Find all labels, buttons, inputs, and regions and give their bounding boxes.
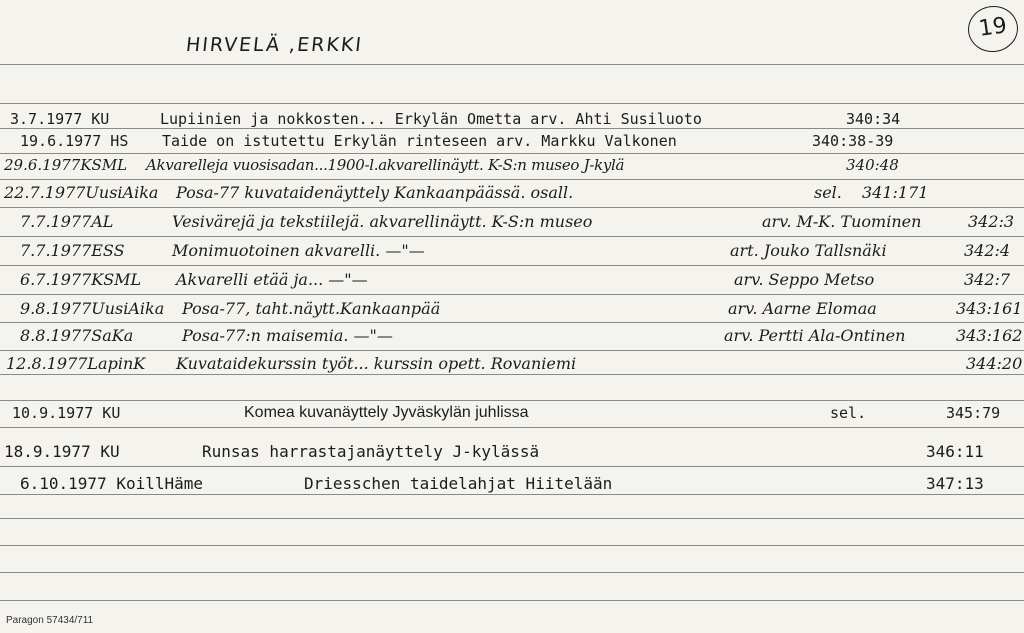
entry-extra: sel. bbox=[830, 404, 867, 422]
entry-ref: 342:4 bbox=[964, 241, 1011, 260]
entry-text: Akvarelli etää ja... —"— bbox=[176, 270, 368, 289]
entry-row bbox=[0, 183, 1024, 205]
card-print-mark: Paragon 57434/711 bbox=[6, 615, 94, 626]
card-number: 19 bbox=[965, 3, 1021, 56]
entry-row bbox=[0, 354, 1024, 376]
entry-row bbox=[0, 442, 1024, 464]
entry-date: 18.9.1977 KU bbox=[4, 442, 120, 461]
entry-text: Taide on istutettu Erkylän rinteseen arv. Markku Valkonen bbox=[162, 132, 677, 150]
ruled-line bbox=[0, 572, 1024, 573]
entry-extra: arv. Aarne Elomaa bbox=[728, 299, 877, 318]
entry-date: 12.8.1977LapinK bbox=[6, 354, 146, 373]
entry-ref: 340:38-39 bbox=[812, 132, 894, 150]
ruled-line bbox=[0, 427, 1024, 428]
entry-row bbox=[0, 132, 1024, 154]
entry-text: Komea kuvanäyttely Jyväskylän juhlissa bbox=[244, 404, 529, 421]
entry-row bbox=[0, 326, 1024, 348]
entry-ref: 344:20 bbox=[966, 354, 1023, 373]
entry-row bbox=[0, 299, 1024, 321]
ruled-line bbox=[0, 103, 1024, 104]
ruled-line bbox=[0, 207, 1024, 208]
entry-extra: arv. Seppo Metso bbox=[734, 270, 875, 289]
entry-text: Runsas harrastajanäyttely J-kylässä bbox=[202, 442, 540, 461]
entry-ref: 340:48 bbox=[846, 156, 899, 174]
entry-date: 7.7.1977ESS bbox=[20, 241, 125, 260]
entry-row bbox=[0, 110, 1024, 132]
entry-row bbox=[0, 212, 1024, 234]
entry-date: 7.7.1977AL bbox=[20, 212, 114, 231]
entry-text: Posa-77 kuvataidenäyttely Kankaanpäässä. osall. bbox=[176, 183, 574, 202]
entry-ref: 343:162 bbox=[956, 326, 1023, 345]
entry-date: 22.7.1977UusiAika bbox=[4, 183, 159, 202]
entry-row bbox=[0, 156, 1024, 178]
ruled-line bbox=[0, 600, 1024, 601]
entry-extra: arv. M-K. Tuominen bbox=[762, 212, 922, 231]
entry-ref: 341:171 bbox=[862, 183, 929, 202]
entry-date: 29.6.1977KSML bbox=[4, 156, 128, 174]
entry-text: Posa-77, taht.näytt.Kankaanpää bbox=[182, 299, 441, 318]
entry-date: 3.7.1977 KU bbox=[10, 110, 110, 128]
ruled-line bbox=[0, 518, 1024, 519]
entry-row bbox=[0, 241, 1024, 263]
entry-extra: art. Jouko Tallsnäki bbox=[730, 241, 887, 260]
entry-text: Vesivärejä ja tekstiilejä. akvarellinäytt. K-S:n museo bbox=[172, 212, 593, 231]
entry-text: Driesschen taidelahjat Hiitelään bbox=[304, 474, 613, 493]
entry-text: Akvarelleja vuosisadan...1900-l.akvarellinäytt. K-S:n museo J-kylä bbox=[146, 156, 625, 174]
entry-ref: 347:13 bbox=[926, 474, 984, 493]
entry-extra: sel. bbox=[814, 183, 842, 202]
ruled-line bbox=[0, 466, 1024, 467]
header-rule bbox=[0, 64, 1024, 65]
ruled-line bbox=[0, 236, 1024, 237]
entry-extra: arv. Pertti Ala-Ontinen bbox=[724, 326, 906, 345]
ruled-line bbox=[0, 294, 1024, 295]
entry-date: 8.8.1977SaKa bbox=[20, 326, 134, 345]
entry-text: Monimuotoinen akvarelli. —"— bbox=[172, 241, 425, 260]
ruled-line bbox=[0, 545, 1024, 546]
entry-text: Kuvataidekurssin työt... kurssin opett. Rovaniemi bbox=[176, 354, 577, 373]
entry-ref: 343:161 bbox=[956, 299, 1023, 318]
entry-ref: 345:79 bbox=[946, 404, 1001, 422]
ruled-line bbox=[0, 265, 1024, 266]
entry-row bbox=[0, 404, 1024, 426]
entry-date: 6.10.1977 KoillHäme bbox=[20, 474, 204, 493]
entry-row bbox=[0, 474, 1024, 496]
ruled-line bbox=[0, 322, 1024, 323]
entry-date: 19.6.1977 HS bbox=[20, 132, 129, 150]
entry-row bbox=[0, 270, 1024, 292]
ruled-line bbox=[0, 400, 1024, 401]
entry-date: 10.9.1977 KU bbox=[12, 404, 121, 422]
entry-ref: 342:7 bbox=[964, 270, 1011, 289]
entry-text: Posa-77:n maisemia. —"— bbox=[182, 326, 393, 345]
entry-date: 6.7.1977KSML bbox=[20, 270, 142, 289]
entry-ref: 340:34 bbox=[846, 110, 901, 128]
ruled-line bbox=[0, 179, 1024, 180]
ruled-line bbox=[0, 350, 1024, 351]
entry-ref: 342:3 bbox=[968, 212, 1015, 231]
card-name: HIRVELÄ ,ERKKI bbox=[184, 34, 365, 56]
entry-date: 9.8.1977UusiAika bbox=[20, 299, 165, 318]
entry-ref: 346:11 bbox=[926, 442, 984, 461]
entry-text: Lupiinien ja nokkosten... Erkylän Ometta arv. Ahti Susiluoto bbox=[160, 110, 702, 128]
